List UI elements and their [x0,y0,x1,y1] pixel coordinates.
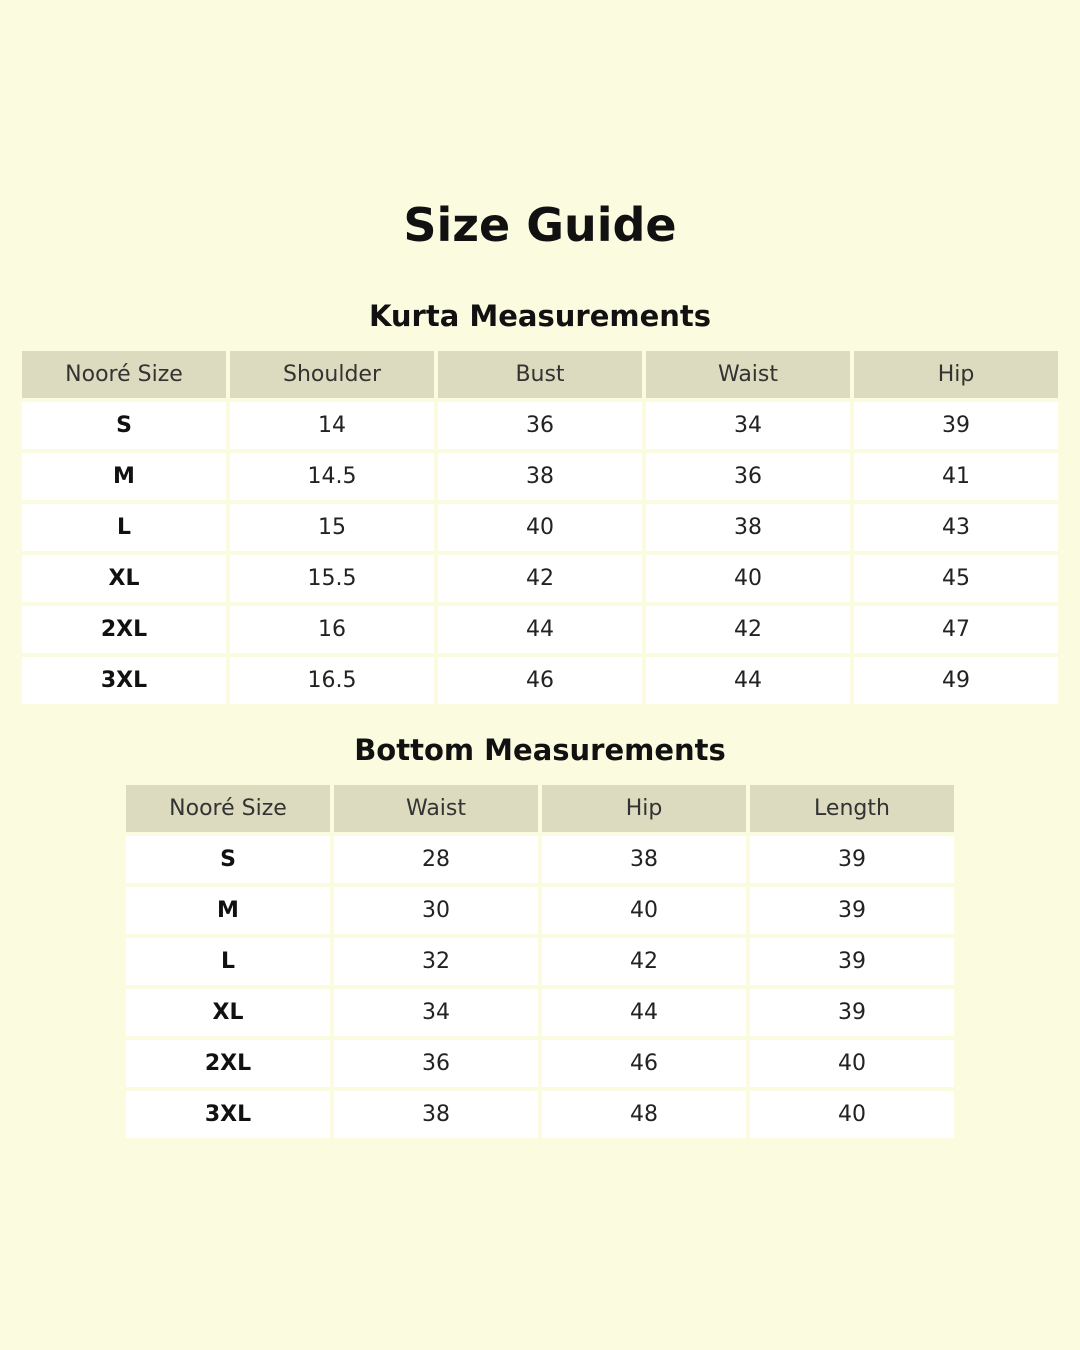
kurta-bust-cell: 40 [438,504,642,551]
kurta-waist-cell: 42 [646,606,850,653]
kurta-waist-cell: 36 [646,453,850,500]
bottom-waist-cell: 32 [334,938,538,985]
bottom-header-hip: Hip [542,785,746,832]
bottom-hip-cell: 48 [542,1091,746,1138]
bottom-waist-cell: 30 [334,887,538,934]
bottom-waist-cell: 28 [334,836,538,883]
bottom-measurements-table [126,785,954,1138]
kurta-bust-cell: 42 [438,555,642,602]
kurta-shoulder-cell: 15 [230,504,434,551]
bottom-hip-cell: 38 [542,836,746,883]
kurta-section-title: Kurta Measurements [368,299,712,333]
kurta-bust-cell: 46 [438,657,642,704]
bottom-hip-cell: 40 [542,887,746,934]
kurta-header-waist: Waist [646,351,850,398]
kurta-size-cell: XL [22,555,226,602]
kurta-bust-cell: 38 [438,453,642,500]
bottom-waist-cell: 38 [334,1091,538,1138]
bottom-size-cell: 2XL [126,1040,330,1087]
kurta-shoulder-cell: 16 [230,606,434,653]
bottom-section-title: Bottom Measurements [354,733,726,767]
bottom-length-cell: 40 [750,1040,954,1087]
bottom-size-cell: M [126,887,330,934]
kurta-hip-cell: 45 [854,555,1058,602]
kurta-header-hip: Hip [854,351,1058,398]
bottom-hip-cell: 46 [542,1040,746,1087]
kurta-size-cell: 3XL [22,657,226,704]
kurta-header-shoulder: Shoulder [230,351,434,398]
bottom-size-cell: XL [126,989,330,1036]
kurta-size-cell: L [22,504,226,551]
bottom-length-cell: 39 [750,938,954,985]
kurta-header-bust: Bust [438,351,642,398]
page-title: Size Guide [403,198,677,252]
bottom-length-cell: 40 [750,1091,954,1138]
bottom-hip-cell: 42 [542,938,746,985]
bottom-hip-cell: 44 [542,989,746,1036]
kurta-size-cell: 2XL [22,606,226,653]
kurta-waist-cell: 40 [646,555,850,602]
bottom-length-cell: 39 [750,989,954,1036]
kurta-waist-cell: 34 [646,402,850,449]
kurta-hip-cell: 43 [854,504,1058,551]
bottom-header-size: Nooré Size [126,785,330,832]
bottom-header-waist: Waist [334,785,538,832]
bottom-length-cell: 39 [750,887,954,934]
kurta-hip-cell: 47 [854,606,1058,653]
bottom-waist-cell: 34 [334,989,538,1036]
kurta-bust-cell: 44 [438,606,642,653]
kurta-waist-cell: 44 [646,657,850,704]
bottom-size-cell: L [126,938,330,985]
bottom-waist-cell: 36 [334,1040,538,1087]
kurta-hip-cell: 41 [854,453,1058,500]
kurta-bust-cell: 36 [438,402,642,449]
kurta-size-cell: M [22,453,226,500]
kurta-shoulder-cell: 14 [230,402,434,449]
kurta-shoulder-cell: 14.5 [230,453,434,500]
bottom-size-cell: 3XL [126,1091,330,1138]
kurta-hip-cell: 49 [854,657,1058,704]
bottom-size-cell: S [126,836,330,883]
kurta-waist-cell: 38 [646,504,850,551]
kurta-header-size: Nooré Size [22,351,226,398]
kurta-size-cell: S [22,402,226,449]
bottom-header-length: Length [750,785,954,832]
kurta-shoulder-cell: 16.5 [230,657,434,704]
kurta-shoulder-cell: 15.5 [230,555,434,602]
kurta-hip-cell: 39 [854,402,1058,449]
kurta-measurements-table [22,351,1058,704]
bottom-length-cell: 39 [750,836,954,883]
